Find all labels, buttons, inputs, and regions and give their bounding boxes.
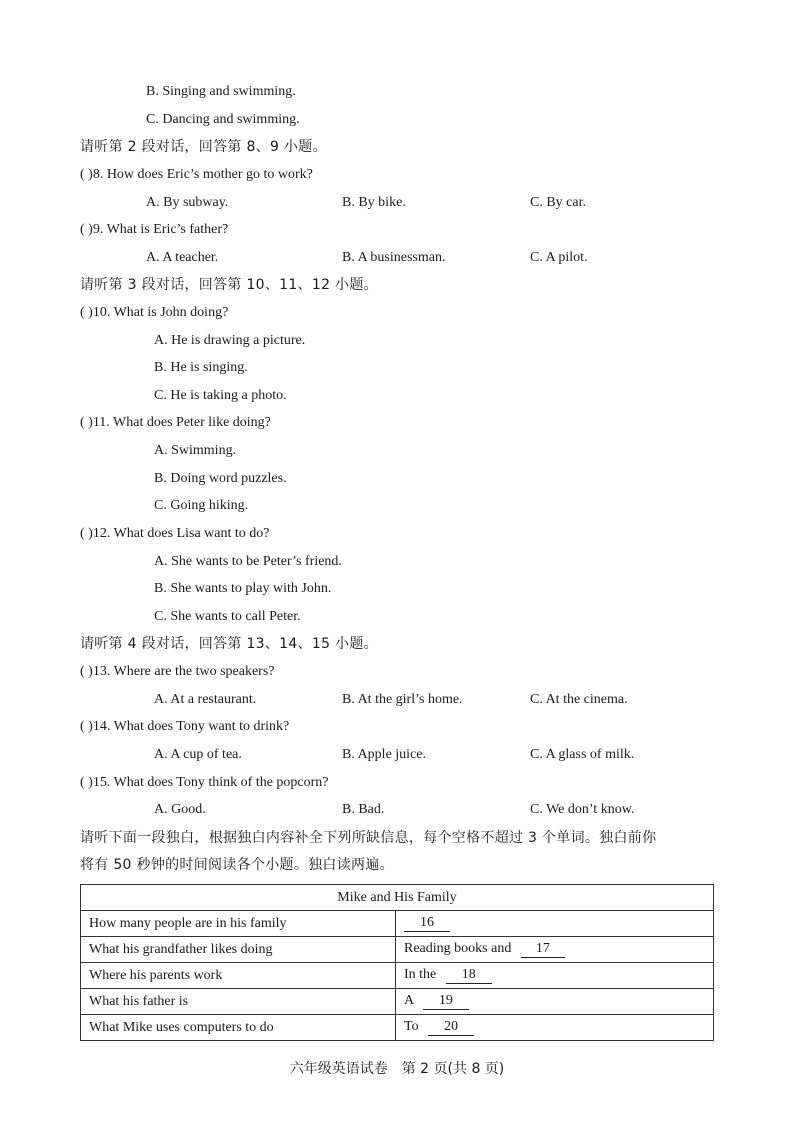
q9-option-a: A. A teacher. xyxy=(146,250,219,265)
q13-option-a: A. At a restaurant. xyxy=(154,692,257,707)
question-10: ( )10. What is John doing? xyxy=(80,305,229,320)
answer-prefix: Reading books and xyxy=(404,941,512,956)
answer-prefix: In the xyxy=(404,967,437,982)
q8-option-b: B. By bike. xyxy=(342,195,406,210)
page-footer: 六年级英语试卷 第 2 页(共 8 页) xyxy=(289,1061,505,1077)
table-question: What Mike uses computers to do xyxy=(81,1015,396,1041)
table-answer xyxy=(396,911,714,937)
answer-blank-16[interactable]: 16 xyxy=(404,915,450,932)
table-row xyxy=(81,1015,714,1041)
table-row xyxy=(81,937,714,963)
question-8: ( )8. How does Eric’s mother go to work? xyxy=(80,167,313,182)
q12-option-a: A. She wants to be Peter’s friend. xyxy=(154,554,342,569)
q10-option-a: A. He is drawing a picture. xyxy=(154,333,306,348)
monologue-instructions-line1: 请听下面一段独白，根据独白内容补全下列所缺信息，每个空格不超过 3 个单词。独白前你 xyxy=(80,830,657,846)
q8-option-c: C. By car. xyxy=(530,195,586,210)
question-14: ( )14. What does Tony want to drink? xyxy=(80,719,290,734)
q8-option-a: A. By subway. xyxy=(146,195,229,210)
table-question: What his grandfather likes doing xyxy=(81,937,396,963)
q14-option-c: C. A glass of milk. xyxy=(530,747,635,762)
q7-option-c: C. Dancing and swimming. xyxy=(146,112,300,127)
info-table xyxy=(80,884,714,1041)
monologue-instructions-line2: 将有 50 秒钟的时间阅读各个小题。独白读两遍。 xyxy=(80,857,394,873)
table-row xyxy=(81,989,714,1015)
table-question: How many people are in his family xyxy=(81,911,396,937)
answer-prefix: To xyxy=(404,1019,419,1034)
table-row xyxy=(81,963,714,989)
q15-option-b: B. Bad. xyxy=(342,802,385,817)
q12-option-c: C. She wants to call Peter. xyxy=(154,609,301,624)
q10-option-b: B. He is singing. xyxy=(154,360,248,375)
q11-option-c: C. Going hiking. xyxy=(154,498,249,513)
table-answer xyxy=(396,963,714,989)
question-15: ( )15. What does Tony think of the popcorn? xyxy=(80,775,329,790)
table-title: Mike and His Family xyxy=(81,885,714,911)
q14-option-b: B. Apple juice. xyxy=(342,747,426,762)
q13-option-c: C. At the cinema. xyxy=(530,692,628,707)
q15-option-a: A. Good. xyxy=(154,802,206,817)
q14-option-a: A. A cup of tea. xyxy=(154,747,242,762)
q15-option-c: C. We don’t know. xyxy=(530,802,635,817)
q7-option-b: B. Singing and swimming. xyxy=(146,84,296,99)
question-9: ( )9. What is Eric’s father? xyxy=(80,222,229,237)
answer-prefix: A xyxy=(404,993,414,1008)
table-answer xyxy=(396,937,714,963)
question-11: ( )11. What does Peter like doing? xyxy=(80,415,271,430)
table-row xyxy=(81,911,714,937)
table-answer xyxy=(396,1015,714,1041)
table-question: Where his parents work xyxy=(81,963,396,989)
question-13: ( )13. Where are the two speakers? xyxy=(80,664,275,679)
q11-option-b: B. Doing word puzzles. xyxy=(154,471,287,486)
section4-heading: 请听第 4 段对话，回答第 13、14、15 小题。 xyxy=(80,636,378,652)
answer-blank-19[interactable]: 19 xyxy=(423,993,469,1010)
answer-blank-20[interactable]: 20 xyxy=(428,1019,474,1036)
section2-heading: 请听第 2 段对话，回答第 8、9 小题。 xyxy=(80,139,327,155)
answer-blank-18[interactable]: 18 xyxy=(446,967,492,984)
q12-option-b: B. She wants to play with John. xyxy=(154,581,332,596)
q10-option-c: C. He is taking a photo. xyxy=(154,388,287,403)
q13-option-b: B. At the girl’s home. xyxy=(342,692,463,707)
table-answer xyxy=(396,989,714,1015)
q9-option-c: C. A pilot. xyxy=(530,250,588,265)
answer-blank-17[interactable]: 17 xyxy=(521,941,565,958)
q11-option-a: A. Swimming. xyxy=(154,443,237,458)
q9-option-b: B. A businessman. xyxy=(342,250,446,265)
section3-heading: 请听第 3 段对话，回答第 10、11、12 小题。 xyxy=(80,277,378,293)
table-question: What his father is xyxy=(81,989,396,1015)
question-12: ( )12. What does Lisa want to do? xyxy=(80,526,270,541)
